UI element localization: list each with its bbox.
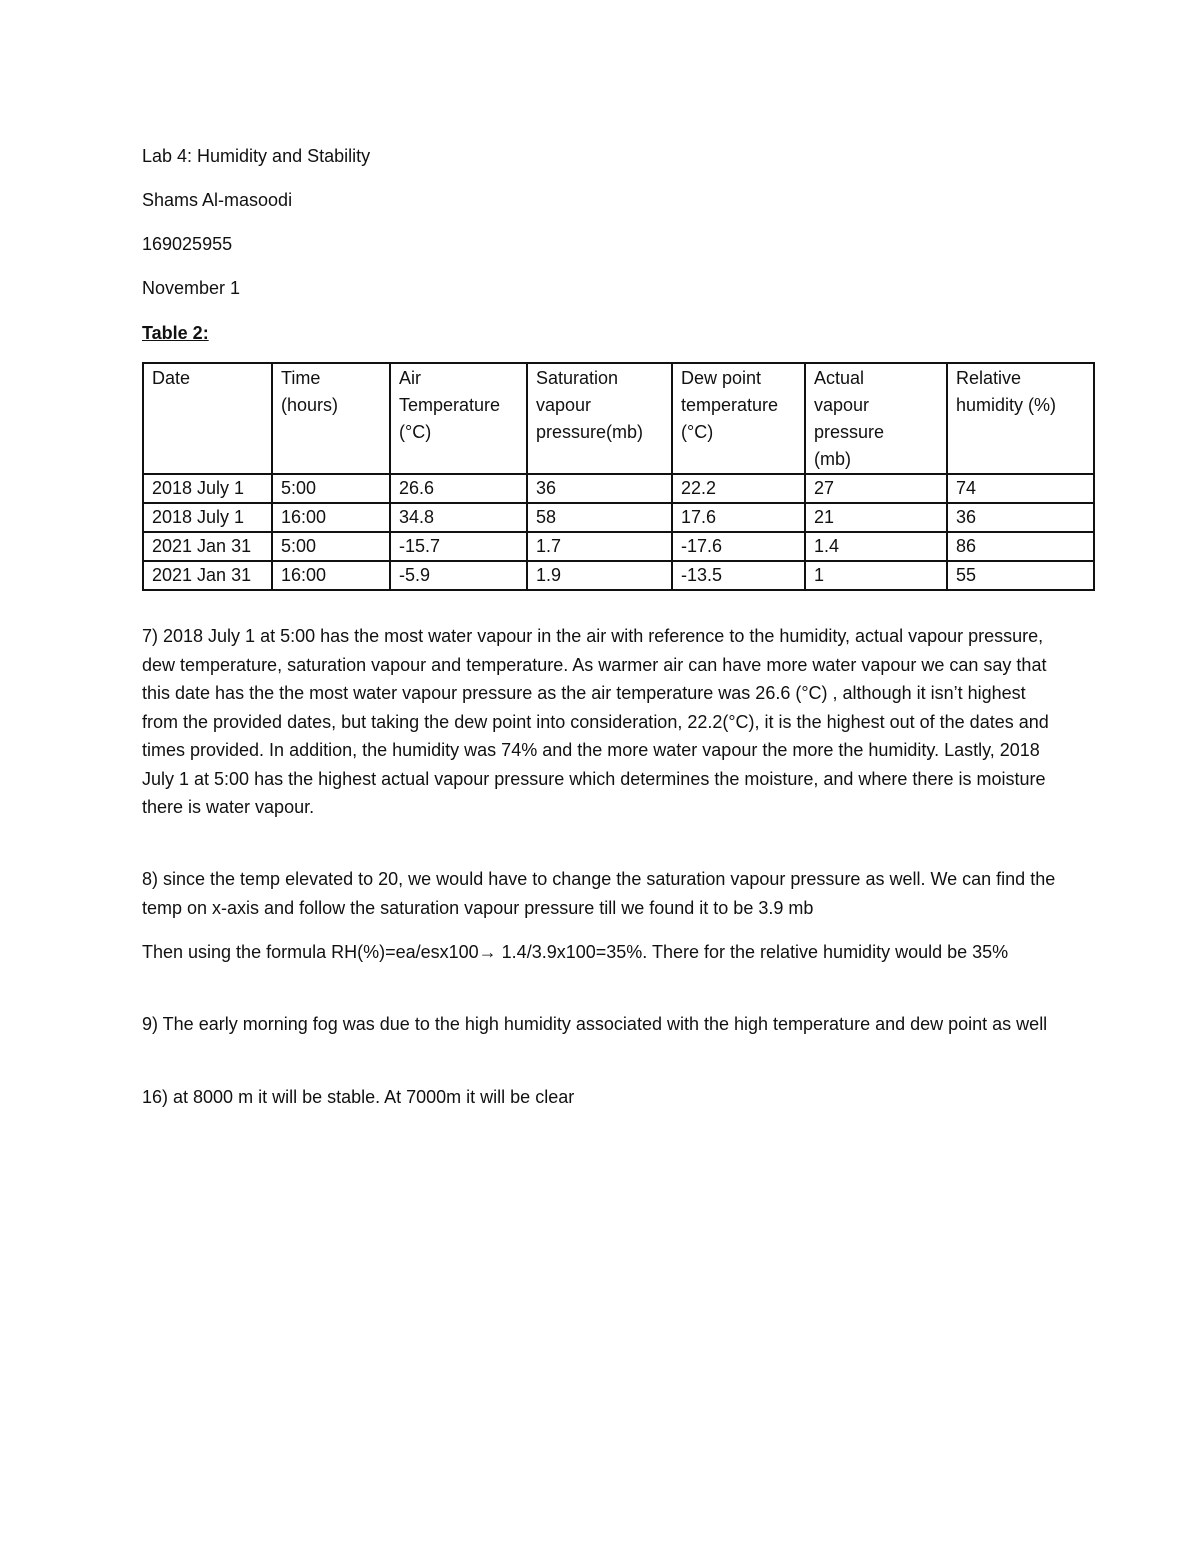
table-cell: 34.8 [390, 503, 527, 532]
answer-question-7: 7) 2018 July 1 at 5:00 has the most water vapour in the air with reference to the humidity, actual vapour pressure, dew temperature, saturation vapour and temperature. As warmer air can have more water vapour we can say that this date has the the most water vapour pressure as the air temperature was 26.6 (°C) , although it isn’t highest from the provided dates, but taking the dew point into consideration, 22.2(°C), it is the highest out of the dates and times provided. In addition, the humidity was 74% and the more water vapour the more the humidity. Lastly, 2018 July 1 at 5:00 has the highest actual vapour pressure which determines the moisture, and where there is moisture there is water vapour. [142, 626, 1049, 817]
table-cell: -15.7 [390, 532, 527, 561]
author-name: Shams Al-masoodi [142, 190, 293, 210]
table-cell: 22.2 [672, 474, 805, 503]
answer-question-8-formula: Then using the formula RH(%)=ea/esx100→ 1.4/3.9x100=35%. There for the relative humidity would be 35% [142, 942, 1009, 962]
table-cell: 2018 July 1 [143, 503, 272, 532]
header-time: Time (hours) [272, 363, 390, 474]
student-id: 169025955 [142, 234, 233, 254]
header-saturation-vapour-pressure: Saturation vapour pressure(mb) [527, 363, 672, 474]
answer-question-16: 16) at 8000 m it will be stable. At 7000m it will be clear [142, 1087, 575, 1107]
table-cell: 58 [527, 503, 672, 532]
header-actual-vapour-pressure: Actual vapour pressure (mb) [805, 363, 947, 474]
table-cell: -13.5 [672, 561, 805, 590]
table-cell: 1.9 [527, 561, 672, 590]
table-cell: 27 [805, 474, 947, 503]
answer-question-9: 9) The early morning fog was due to the high humidity associated with the high temperature and dew point as well [142, 1014, 1048, 1034]
table-row [143, 561, 1094, 590]
table-cell: 16:00 [272, 503, 390, 532]
table-cell: 36 [947, 503, 1094, 532]
table-row [143, 503, 1094, 532]
header-relative-humidity: Relative humidity (%) [947, 363, 1094, 474]
table-cell: 55 [947, 561, 1094, 590]
header-dew-point: Dew point temperature (°C) [672, 363, 805, 474]
table-cell: 26.6 [390, 474, 527, 503]
table-cell: 21 [805, 503, 947, 532]
document-title: Lab 4: Humidity and Stability [142, 146, 371, 166]
table-cell: 5:00 [272, 532, 390, 561]
table-caption: Table 2: [142, 323, 209, 343]
table-cell: 36 [527, 474, 672, 503]
table-cell: 2021 Jan 31 [143, 561, 272, 590]
document-date: November 1 [142, 278, 241, 298]
header-date: Date [143, 363, 272, 474]
table-cell: -17.6 [672, 532, 805, 561]
table-cell: 17.6 [672, 503, 805, 532]
table-cell: 86 [947, 532, 1094, 561]
table-cell: 5:00 [272, 474, 390, 503]
table-cell: 2018 July 1 [143, 474, 272, 503]
table-cell: 16:00 [272, 561, 390, 590]
humidity-table [142, 362, 1095, 591]
table-header-row [143, 363, 1094, 474]
table-cell: 74 [947, 474, 1094, 503]
table-row [143, 474, 1094, 503]
header-air-temperature: Air Temperature (°C) [390, 363, 527, 474]
table-row [143, 532, 1094, 561]
table-cell: 1.4 [805, 532, 947, 561]
table-cell: 1 [805, 561, 947, 590]
table-cell: 1.7 [527, 532, 672, 561]
table-cell: 2021 Jan 31 [143, 532, 272, 561]
answer-question-8: 8) since the temp elevated to 20, we would have to change the saturation vapour pressure as well. We can find the temp on x-axis and follow the saturation vapour pressure till we found it to be 3.9 mb [142, 869, 1056, 918]
table-cell: -5.9 [390, 561, 527, 590]
